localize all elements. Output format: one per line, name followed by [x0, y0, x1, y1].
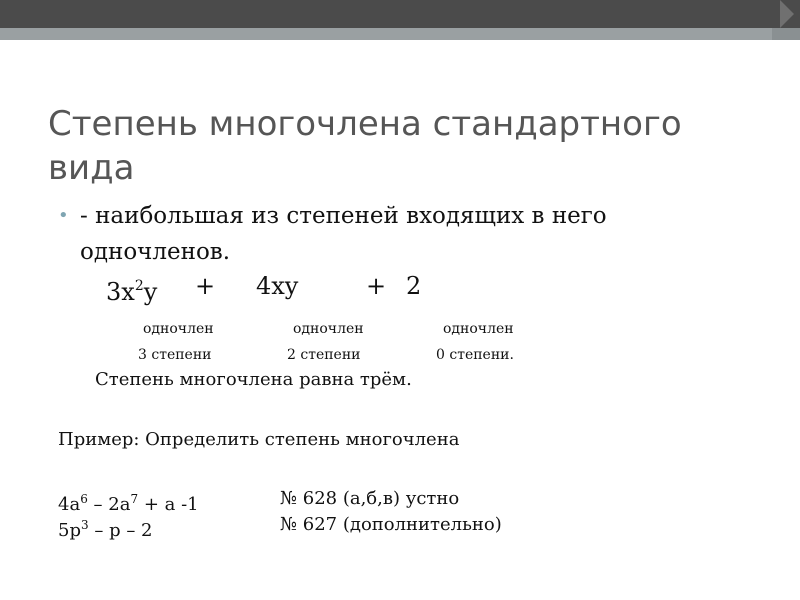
formula-term-3: 2 [406, 272, 422, 300]
formula-term-2: 4xy [256, 272, 299, 300]
monomial-degree-3: 0 степени. [436, 347, 514, 363]
slide-title: Степень многочлена стандартного вида [48, 104, 682, 188]
monomial-degree-1: 3 степени [138, 347, 212, 363]
example-polynomial-2: $5p^3$ – p – 2 [58, 518, 153, 541]
monomial-label-3: одночлен [443, 321, 514, 337]
formula-plus-2: + [366, 272, 387, 300]
example-polynomial-1: $4a^6 - 2a^7 + a$ -1 [58, 492, 199, 515]
monomial-degree-2: 2 степени [287, 347, 361, 363]
top-banner [0, 0, 800, 28]
example-header: Пример: Определить степень многочлена [58, 429, 460, 450]
monomial-label-1: одночлен [143, 321, 214, 337]
example-task-1: № 628 (а,б,в) устно [280, 488, 460, 509]
monomial-label-2: одночлен [293, 321, 364, 337]
top-banner-stripe [0, 28, 800, 40]
definition-bullet [60, 198, 760, 270]
formula-plus-1: + [195, 272, 216, 300]
bullet-dot-icon: • [58, 205, 69, 226]
example-task-2: № 627 (дополнительно) [280, 514, 502, 535]
definition-text: - наибольшая из степеней входящих в него одночленов. [80, 203, 614, 265]
formula-term-1: $3x^2y$ [106, 278, 158, 306]
banner-arrow-icon [772, 0, 800, 40]
conclusion-text: Степень многочлена равна трём. [95, 369, 412, 390]
